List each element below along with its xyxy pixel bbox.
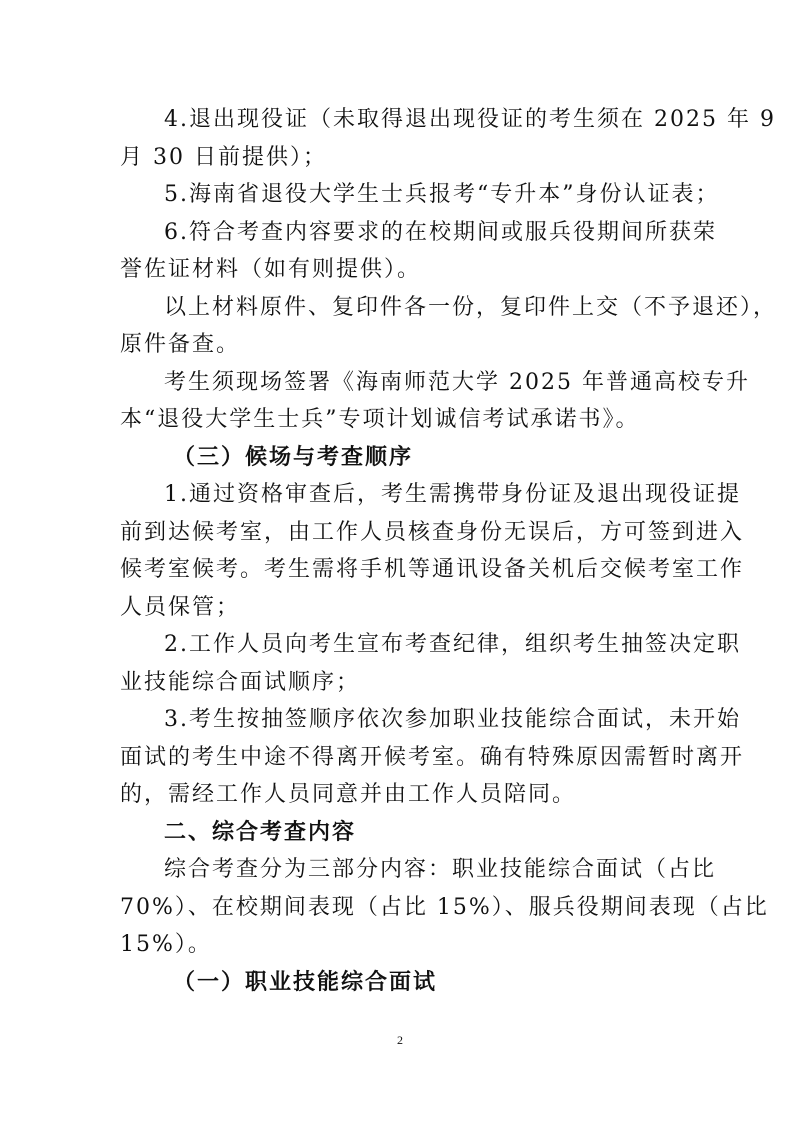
waiting-item-3-line-3: 的，需经工作人员同意并由工作人员陪同。: [120, 782, 577, 807]
waiting-item-2-line-1: 2.工作人员向考生宣布考查纪律，组织考生抽签决定职: [164, 632, 741, 657]
material-item-4-line-1: 4.退出现役证（未取得退出现役证的考生须在 2025 年 9: [164, 107, 776, 132]
waiting-item-2-line-2: 业技能综合面试顺序；: [120, 670, 361, 695]
waiting-item-1-line-2: 前到达候考室，由工作人员核查身份无误后，方可签到进入: [120, 520, 745, 545]
material-item-6-line-2: 誉佐证材料（如有则提供）。: [120, 257, 422, 282]
material-item-6-line-1: 6.符合考查内容要求的在校期间或服兵役期间所获荣: [164, 220, 717, 245]
page-number: 2: [397, 1033, 403, 1047]
copies-note-line-1: 以上材料原件、复印件各一份，复印件上交（不予退还），: [164, 295, 778, 320]
waiting-item-1-line-1: 1.通过资格审查后，考生需携带身份证及退出现役证提: [164, 482, 741, 507]
material-item-5: 5.海南省退役大学生士兵报考“专升本”身份认证表；: [164, 182, 720, 207]
waiting-item-3-line-1: 3.考生按抽签顺序依次参加职业技能综合面试，未开始: [164, 707, 741, 732]
waiting-item-3-line-2: 面试的考生中途不得离开候考室。确有特殊原因需暂时离开: [120, 745, 745, 770]
section-heading-interview: （一）职业技能综合面试: [173, 970, 438, 995]
pledge-note-line-2: 本“退役大学生士兵”专项计划诚信考试承诺书》。: [120, 407, 640, 432]
waiting-item-1-line-3: 候考室候考。考生需将手机等通讯设备关机后交候考室工作: [120, 557, 745, 582]
content-intro-line-3: 15%）。: [120, 932, 212, 957]
content-intro-line-1: 综合考查分为三部分内容：职业技能综合面试（占比: [164, 857, 717, 882]
waiting-item-1-line-4: 人员保管；: [120, 595, 241, 620]
section-heading-waiting-order: （三）候场与考查顺序: [173, 445, 414, 470]
pledge-note-line-1: 考生须现场签署《海南师范大学 2025 年普通高校专升: [164, 370, 750, 395]
material-item-4-line-2: 月 30 日前提供）；: [120, 145, 327, 170]
section-heading-content: 二、综合考查内容: [164, 820, 357, 845]
content-intro-line-2: 70%）、在校期间表现（占比 15%）、服兵役期间表现（占比: [120, 895, 769, 920]
copies-note-line-2: 原件备查。: [120, 332, 241, 357]
